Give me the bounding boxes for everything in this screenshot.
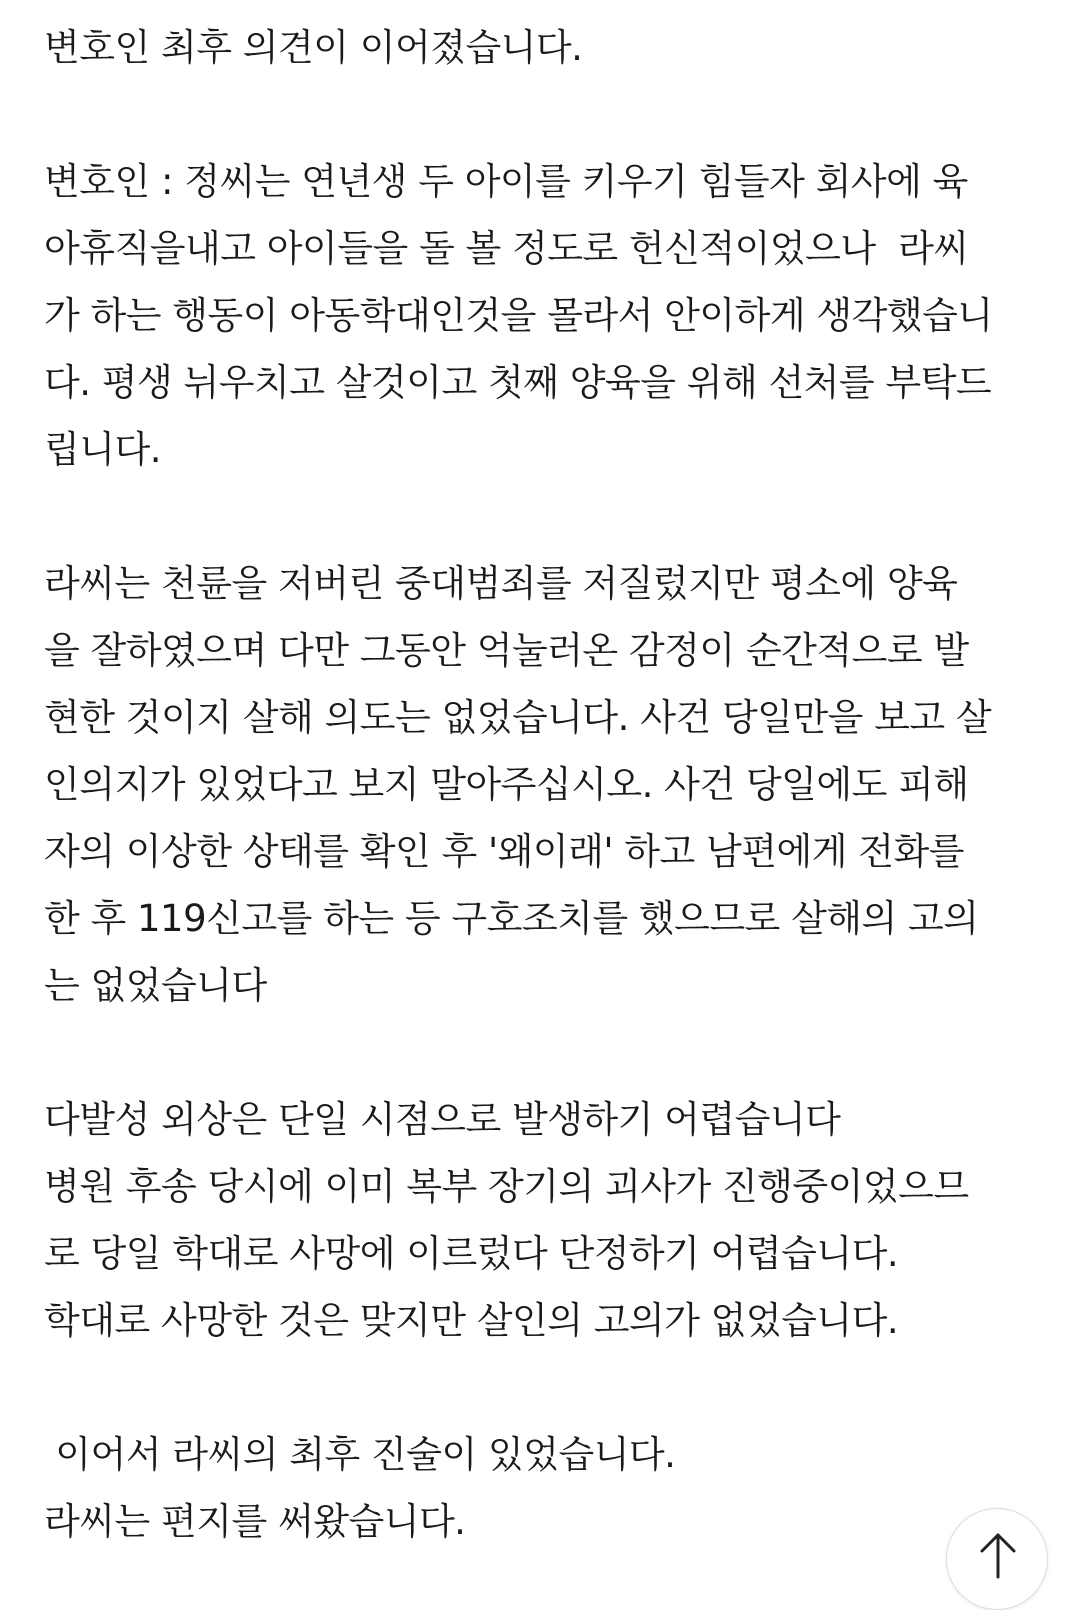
text-line: 라씨는 천륜을 저버린 중대범죄를 저질렀지만 평소에 양육 [44,562,958,605]
paragraph-gap [44,81,1044,148]
article-body [44,14,1044,1555]
paragraph-2 [44,148,1044,483]
text-line: 다발성 외상은 단일 시점으로 발생하기 어렵습니다 [44,1098,841,1141]
text-line: 립니다. [44,428,161,471]
text-line: 현한 것이지 살해 의도는 없었습니다. 사건 당일만을 보고 살 [44,696,992,739]
text-line: 로 당일 학대로 사망에 이르렀다 단정하기 어렵습니다. [44,1232,899,1275]
text-line: 병원 후송 당시에 이미 복부 장기의 괴사가 진행중이었으므 [44,1165,969,1208]
paragraph-5 [44,1421,1044,1555]
text-line: 는 없었습니다 [44,964,267,1007]
arrow-up-icon [978,1529,1018,1579]
text-line: 변호인 최후 의견이 이어졌습니다. [44,26,583,69]
text-line: 한 후 119신고를 하는 등 구호조치를 했으므로 살해의 고의 [44,897,979,940]
paragraph-4 [44,1086,1044,1354]
paragraph-gap [44,1019,1044,1086]
text-line: 이어서 라씨의 최후 진술이 있었습니다. [44,1433,676,1476]
paragraph-3 [44,550,1044,1019]
text-line: 인의지가 있었다고 보지 말아주십시오. 사건 당일에도 피해 [44,763,969,806]
text-line: 가 하는 행동이 아동학대인것을 몰라서 안이하게 생각했습니 [44,294,993,337]
text-line: 아휴직을내고 아이들을 돌 볼 정도로 헌신적이었으나 라씨 [44,227,969,270]
paragraph-1 [44,14,1044,81]
text-line: 학대로 사망한 것은 맞지만 살인의 고의가 없었습니다. [44,1299,899,1342]
text-line: 자의 이상한 상태를 확인 후 '왜이래' 하고 남편에게 전화를 [44,830,964,873]
scroll-to-top-button[interactable] [946,1508,1048,1610]
paragraph-gap [44,1354,1044,1421]
paragraph-gap [44,483,1044,550]
text-line: 을 잘하였으며 다만 그동안 억눌러온 감정이 순간적으로 발 [44,629,969,672]
text-line: 변호인 : 정씨는 연년생 두 아이를 키우기 힘들자 회사에 육 [44,160,968,203]
text-line: 다. 평생 뉘우치고 살것이고 첫째 양육을 위해 선처를 부탁드 [44,361,992,404]
text-line: 라씨는 편지를 써왔습니다. [44,1500,466,1543]
